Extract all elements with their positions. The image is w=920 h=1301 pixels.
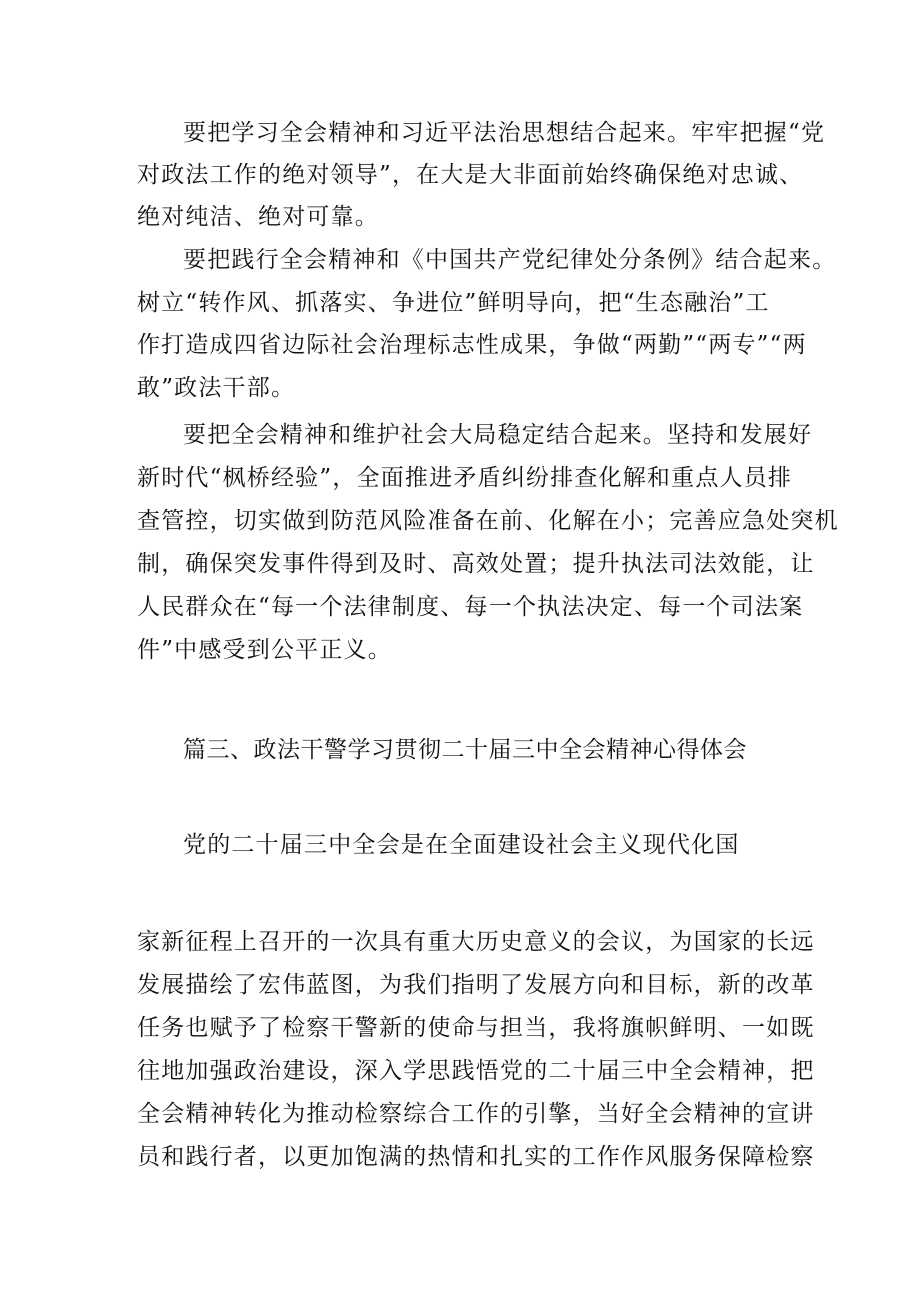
- paragraph-4-line-4: 任务也赋予了检察干警新的使命与担当，我将旗帜鲜明、一如既: [137, 1015, 815, 1041]
- paragraph-4-line-2: 家新征程上召开的一次具有重大历史意义的会议，为国家的长远: [137, 929, 815, 955]
- paragraph-4-line-7: 员和践行者，以更加饱满的热情和扎实的工作作风服务保障检察: [137, 1144, 815, 1170]
- paragraph-3-line-1: 要把全会精神和维护社会大局稳定结合起来。坚持和发展好: [183, 422, 813, 448]
- paragraph-2-line-4: 敢”政法干部。: [137, 375, 296, 401]
- paragraph-4-line-1: 党的二十届三中全会是在全面建设社会主义现代化国: [183, 832, 740, 858]
- section-heading: 篇三、政法干警学习贯彻二十届三中全会精神心得体会: [183, 737, 747, 763]
- paragraph-4-line-5: 往地加强政治建设，深入学思践悟党的二十届三中全会精神，把: [137, 1058, 815, 1084]
- paragraph-2-line-1: 要把践行全会精神和《中国共产党纪律处分条例》结合起来。: [183, 247, 837, 273]
- paragraph-2-line-3: 作打造成四省边际社会治理标志性成果，争做“两勤”“两专”“两: [137, 332, 807, 358]
- paragraph-3-line-5: 人民群众在“每一个法律制度、每一个执法决定、每一个司法案: [137, 594, 804, 620]
- paragraph-3-line-2: 新时代“枫桥经验”，全面推进矛盾纠纷排查化解和重点人员排: [137, 465, 793, 491]
- paragraph-4-line-3: 发展描绘了宏伟蓝图，为我们指明了发展方向和目标，新的改革: [137, 972, 815, 998]
- paragraph-3-line-6: 件”中感受到公平正义。: [137, 637, 392, 663]
- paragraph-1-line-2: 对政法工作的绝对领导”，在大是大非面前始终确保绝对忠诚、: [137, 162, 804, 188]
- paragraph-1-line-1: 要把学习全会精神和习近平法治思想结合起来。牢牢把握“党: [183, 120, 826, 146]
- paragraph-3-line-3: 查管控，切实做到防范风险准备在前、化解在小；完善应急处突机: [137, 508, 839, 534]
- paragraph-4-line-6: 全会精神转化为推动检察综合工作的引擎，当好全会精神的宣讲: [137, 1101, 815, 1127]
- paragraph-1-line-3: 绝对纯洁、绝对可靠。: [137, 204, 379, 230]
- paragraph-3-line-4: 制，确保突发事件得到及时、高效处置；提升执法司法效能，让: [137, 551, 815, 577]
- paragraph-2-line-2: 树立“转作风、抓落实、争进位”鲜明导向，把“生态融治”工: [137, 290, 770, 316]
